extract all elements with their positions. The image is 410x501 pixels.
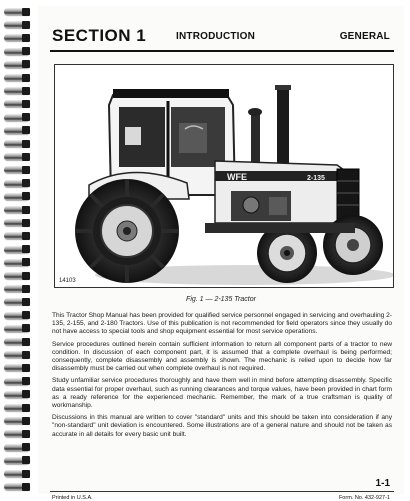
section-heading: SECTION 1	[52, 26, 147, 45]
chapter-title: INTRODUCTION	[176, 31, 256, 42]
hood-decal: WFE	[227, 172, 247, 182]
printed-note: Printed in U.S.A.	[52, 495, 93, 501]
body-text	[52, 312, 392, 443]
header-rule	[50, 50, 394, 52]
binding-hole	[22, 390, 30, 398]
binding-hole	[22, 298, 30, 306]
binding-hole	[22, 166, 30, 174]
binding-hole	[22, 100, 30, 108]
paragraph: This Tractor Shop Manual has been provided for qualified service personnel engaged in servicing and overhauling 2-135, 2-155, and 2-180 Tractors. Use of this publication is not recommended for field operators since they usually do not have access to special tools and shop equipment essential for most service operations.	[52, 312, 392, 336]
category-title: GENERAL	[339, 31, 390, 42]
paragraph: Discussions in this manual are written to cover "standard" units and this should be taken into consideration if any "non-standard" unit deviation is encountered. Some illustrations are of a general nature and should not be taken as accurate in all details for every basic unit built.	[52, 414, 392, 438]
binding-hole	[22, 364, 30, 372]
binding-hole	[22, 34, 30, 42]
binding-hole	[22, 311, 30, 319]
binding-hole	[22, 245, 30, 253]
manual-page	[38, 6, 404, 501]
hood	[215, 161, 359, 225]
binding-hole	[22, 324, 30, 332]
binding-hole	[22, 21, 30, 29]
figure-caption: Fig. 1 — 2-135 Tractor	[186, 296, 256, 303]
binding-hole	[22, 74, 30, 82]
binding-hole	[22, 153, 30, 161]
paragraph: Service procedures outlined herein contain sufficient information to return all component parts of a tractor to new condition. In discussion of each component part, it is assumed that a complete overhaul is being performed; consequently, complete disassembly and assembly is shown. The mechanic is relied upon to decide how far disassembly must be carried out when complete overhaul is not required.	[52, 340, 392, 373]
binding-hole	[22, 60, 30, 68]
binding-hole	[22, 258, 30, 266]
binding-hole	[22, 377, 30, 385]
binding-hole	[22, 417, 30, 425]
form-number: Form. No. 432-927-1	[338, 495, 390, 501]
spiral-binding	[0, 0, 36, 500]
tractor-illustration	[55, 65, 393, 287]
photo-number: 14103	[59, 278, 76, 284]
footer-rule	[50, 491, 394, 492]
binding-hole	[22, 87, 30, 95]
binding-hole	[22, 126, 30, 134]
binding-hole	[22, 483, 30, 491]
page-header	[48, 26, 394, 46]
binding-hole	[22, 219, 30, 227]
binding-hole	[22, 8, 30, 16]
page-number: 1-1	[375, 478, 390, 489]
exhaust-stack	[277, 85, 289, 167]
binding-hole	[22, 351, 30, 359]
binding-hole	[22, 404, 30, 412]
binding-hole	[22, 443, 30, 451]
rear-wheel	[75, 179, 179, 283]
paragraph: Study unfamiliar service procedures thoroughly and have them well in mind before attempting disassembly. Specific data essential for proper overhaul, such as running clearances and torque values, have been provided in chart form as a ready reference for the experienced mechanic. Remember, the mark of a true craftsman is quality of workmanship.	[52, 377, 392, 410]
binding-hole	[22, 140, 30, 148]
binding-hole	[22, 206, 30, 214]
tractor-photo	[54, 64, 394, 288]
binding-hole	[22, 430, 30, 438]
binding-hole	[22, 272, 30, 280]
binding-hole	[22, 232, 30, 240]
binding-hole	[22, 338, 30, 346]
binding-hole	[22, 113, 30, 121]
hood-model-decal: 2-135	[307, 175, 325, 182]
binding-hole	[22, 470, 30, 478]
binding-hole	[22, 192, 30, 200]
binding-hole	[22, 179, 30, 187]
binding-hole	[22, 47, 30, 55]
binding-hole	[22, 285, 30, 293]
binding-hole	[22, 456, 30, 464]
